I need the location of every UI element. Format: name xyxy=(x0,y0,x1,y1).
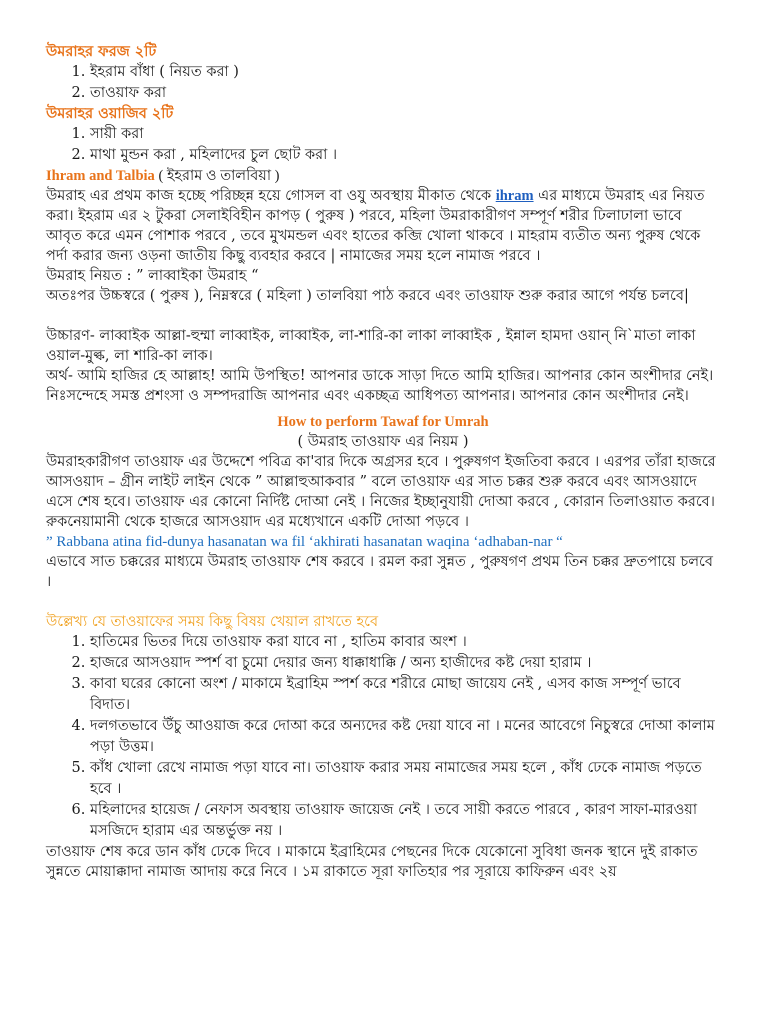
ihram-paragraph xyxy=(46,186,720,266)
wajib-heading: উমরাহর ওয়াজিব ২টি xyxy=(46,105,174,122)
pronunciation: উচ্চারণ- লাব্বাইক আল্লা-হুম্মা লাব্বাইক, লাব্বাইক, লা-শারি-কা লাকা লাব্বাইক , ইন্নাল হামদা ওয়ান্ নি`মাতা লাকা ওয়াল-মুল্ক, লা শারি-কা লাক। xyxy=(46,328,696,364)
tawaf-title: How to perform Tawaf for Umrah xyxy=(277,414,489,430)
list-item: 2. হাজরে আসওয়াদ স্পর্শ বা চুমো দেয়ার জন্য ধাক্কাধাক্কি / অন্য হাজীদের কষ্ট দেয়া হারাম । xyxy=(90,653,720,674)
wajib-list xyxy=(46,124,720,166)
list-item: 1. হাতিমের ভিতর দিয়ে তাওয়াফ করা যাবে না , হাতিম কাবার অংশ । xyxy=(90,632,720,653)
ihram-heading xyxy=(46,166,720,186)
tawaf-paragraph: উমরাহকারীগণ তাওয়াফ এর উদ্দেশে পবিত্র কা'বার দিকে অগ্রসর হবে । পুরুষগণ ইজতিবা করবে । এরপর তাঁরা হাজরে আসওয়াদ – গ্রীন লাইট লাইন থেকে ” আল্লাহুআকবার ” বলে তাওয়াফ এর সাত চক্কর শুরু করবে এবং আসওয়াদে এসে শেষ হবে। তাওয়াফ এর কোনো নির্দিষ্ট দোআ নেই । নিজের ইচ্ছানুযায়ী দোআ করবে , কোরান তিলাওয়াত করবে। রুকনেয়ামানী থেকে হাজরে আসওয়াদ এর মধ্যেখানে একটি দোআ পড়বে । xyxy=(46,454,716,530)
notes-heading: উল্লেখ্য যে তাওয়াফের সময় কিছু বিষয় খেয়াল রাখতে হবে xyxy=(46,614,379,630)
niyat-line: উমরাহ নিয়ত : ” লাব্বাইকা উমরাহ “ xyxy=(46,268,259,284)
ihram-text-a: উমরাহ এর প্রথম কাজ হচ্ছে পরিচ্ছন্ন হয়ে গোসল বা ওযু অবস্থায় মীকাত থেকে xyxy=(46,188,496,204)
ihram-heading-en: Ihram and Talbia xyxy=(46,168,155,184)
list-item: 2. তাওয়াফ করা xyxy=(90,83,720,104)
list-item: 3. কাবা ঘরের কোনো অংশ / মাকামে ইব্রাহিম স্পর্শ করে শরীরে মোছা জায়েয নেই , এসব কাজ সম্পূর্ণ ভাবে বিদাত। xyxy=(90,674,720,716)
ihram-heading-bn: ( ইহরাম ও তালবিয়া ) xyxy=(154,168,280,184)
faraz-heading: উমরাহর ফরজ ২টি xyxy=(46,43,157,60)
closing-paragraph: তাওয়াফ শেষ করে ডান কাঁধ ঢেকে দিবে । মাকামে ইব্রাহিমের পেছনের দিকে যেকোনো সুবিধা জনক স্থানে দুই রাকাত সুন্নতে মোয়াক্কাদা নামাজ আদায় করে নিবে । ১ম রাকাতে সূরা ফাতিহার পর সূরায়ে কাফিরুন এবং ২য় xyxy=(46,844,698,880)
list-item: 1. ইহরাম বাঁধা ( নিয়ত করা ) xyxy=(90,62,720,83)
notes-list xyxy=(46,632,720,842)
dua-line: ” Rabbana atina fid-dunya hasanatan wa fil ‘akhirati hasanatan waqina ‘adhaban-nar “ xyxy=(46,534,563,550)
list-item: 2. মাথা মুন্ডন করা , মহিলাদের চুল ছোট করা । xyxy=(90,145,720,166)
tawaf-after-dua: এভাবে সাত চক্করের মাধ্যমে উমরাহ তাওয়াফ শেষ করবে । রমল করা সুন্নত , পুরুষগণ প্রথম তিন চক্কর দ্রুতপায়ে চলবে । xyxy=(46,554,713,590)
faraz-list xyxy=(46,62,720,104)
meaning: অর্থ- আমি হাজির হে আল্লাহ! আমি উপস্থিত! আপনার ডাকে সাড়া দিতে আমি হাজির। আপনার কোন অংশীদার নেই। নিঃসন্দেহে সমস্ত প্রশংসা ও সম্পদরাজি আপনার এবং একচ্ছত্র আধিপত্য আপনার। আপনার কোন অংশীদার নেই। xyxy=(46,368,714,404)
list-item: 5. কাঁধ খোলা রেখে নামাজ পড়া যাবে না। তাওয়াফ করার সময় নামাজের সময় হলে , কাঁধ ঢেকে নামাজ পড়তে হবে । xyxy=(90,758,720,800)
ihram-text-b: এর মাধ্যমে উমরাহ এর নিয়ত করা। ইহরাম এর ২ টুকরা সেলাইবিহীন কাপড় ( পুরুষ ) পরবে, মহিলা উমরাকারীগণ সম্পূর্ণ শরীর ঢিলাঢালা ভাবে আবৃত করে এমন পোশাক পরবে , তবে মুখমন্ডল এবং হাতের কব্জি খোলা থাকবে । মাহরাম ব্যতীত অন্য পুরুষ থেকে পর্দা করার জন্য ওড়না জাতীয় কিছু ব্যবহার করবে | নামাজের সময় হলে নামাজ পরবে । xyxy=(46,188,705,264)
list-item: 6. মহিলাদের হায়েজ / নেফাস অবস্থায় তাওয়াফ জায়েজ নেই । তবে সায়ী করতে পারবে , কারণ সাফা-মারওয়া মসজিদে হারাম এর অন্তর্ভুক্ত নয় । xyxy=(90,800,720,842)
tawaf-subtitle: ( উমরাহ তাওয়াফ এর নিয়ম ) xyxy=(297,434,469,450)
list-item: 1. সায়ী করা xyxy=(90,124,720,145)
talbia-note: অতঃপর উচ্চস্বরে ( পুরুষ ), নিম্নস্বরে ( মহিলা ) তালবিয়া পাঠ করবে এবং তাওয়াফ শুরু করার আগে পর্যন্ত চলবে| xyxy=(46,288,689,304)
list-item: 4. দলগতভাবে উঁচু আওয়াজ করে দোআ করে অন্যদের কষ্ট দেয়া যাবে না । মনের আবেগে নিচুস্বরে দোআ কালাম পড়া উত্তম। xyxy=(90,716,720,758)
ihram-link[interactable]: ihram xyxy=(495,188,534,204)
